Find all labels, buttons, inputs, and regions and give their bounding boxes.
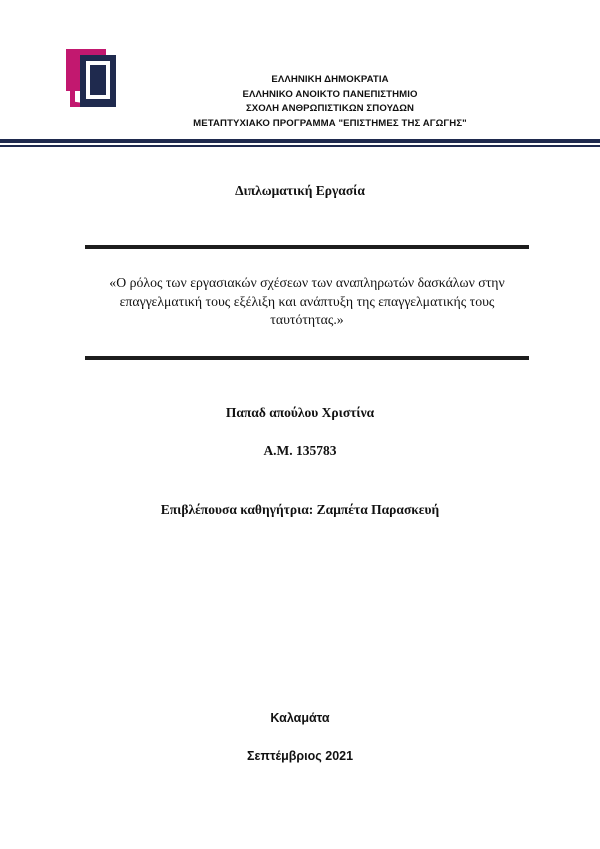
author-name: Παπαδ απούλου Χριστίνα [225, 405, 375, 420]
institution-line-program: ΜΕΤΑΠΤΥΧΙΑΚΟ ΠΡΟΓΡΑΜΜΑ "ΕΠΙΣΤΗΜΕΣ ΤΗΣ ΑΓΩΓΗΣ" [193, 117, 467, 129]
institution-line-school: ΣΧΟΛΗ ΑΝΘΡΩΠΙΣΤΙΚΩΝ ΣΠΟΥΔΩΝ [245, 103, 415, 115]
thesis-title: «Ο ρόλος των εργασιακών σχέσεων των αναπληρωτών δασκάλων στην επαγγελματική τους εξέλιξη και ανάπτυξη της επαγγελματικής τους ταυτότητας.» [109, 275, 505, 327]
city: Καλαμάτα [270, 711, 330, 725]
institution-line-country: ΕΛΛΗΝΙΚΗ ΔΗΜΟΚΡΑΤΙΑ [271, 74, 389, 85]
header-divider [0, 139, 600, 149]
supervisor: Επιβλέπουσα καθηγήτρια: Ζαμπέτα Παρασκευή [160, 502, 440, 517]
submission-date: Σεπτέμβριος 2021 [246, 749, 354, 763]
registration-number: Α.Μ. 135783 [263, 443, 337, 458]
title-top-rule [85, 245, 529, 249]
university-logo-icon [66, 49, 118, 107]
document-type: Διπλωματική Εργασία [235, 183, 365, 198]
institution-header [120, 73, 540, 131]
title-bottom-rule [85, 356, 529, 360]
institution-line-university: ΕΛΛΗΝΙΚΟ ΑΝΟΙΚΤΟ ΠΑΝΕΠΙΣΤΗΜΙΟ [242, 88, 418, 100]
